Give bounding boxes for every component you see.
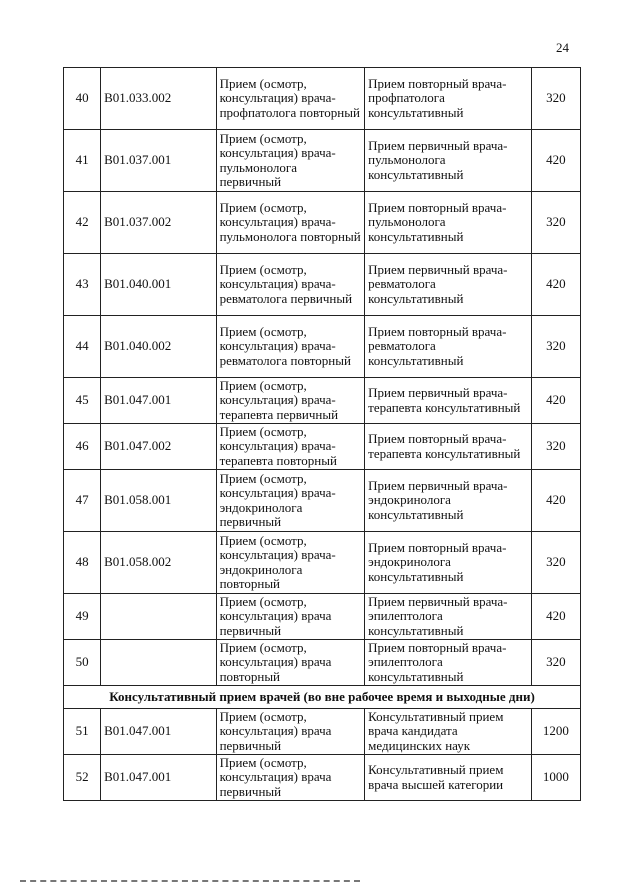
service-name: Прием (осмотр, консультация) врача-ревматолога первичный (216, 254, 365, 316)
service-description: Консультативный прием врача кандидата медицинских наук (365, 709, 532, 755)
row-number: 44 (64, 316, 101, 378)
table-row (64, 640, 581, 686)
service-price: 420 (531, 378, 580, 424)
service-description: Прием повторный врача-профпатолога консультативный (365, 68, 532, 130)
service-description: Прием повторный врача-пульмонолога консультативный (365, 192, 532, 254)
table-row (64, 532, 581, 594)
service-description: Прием повторный врача-ревматолога консультативный (365, 316, 532, 378)
service-price: 420 (531, 594, 580, 640)
service-price: 320 (531, 532, 580, 594)
table-row (64, 424, 581, 470)
row-number: 43 (64, 254, 101, 316)
service-name: Прием (осмотр, консультация) врача повторный (216, 640, 365, 686)
service-code: B01.047.001 (101, 378, 216, 424)
service-price: 320 (531, 316, 580, 378)
row-number: 50 (64, 640, 101, 686)
service-price: 1000 (531, 755, 580, 801)
service-description: Прием первичный врача-пульмонолога консультативный (365, 130, 532, 192)
price-table (63, 67, 581, 801)
row-number: 45 (64, 378, 101, 424)
service-code: B01.058.001 (101, 470, 216, 532)
service-code: B01.037.002 (101, 192, 216, 254)
service-description: Консультативный прием врача высшей категории (365, 755, 532, 801)
section-title: Консультативный прием врачей (во вне рабочее время и выходные дни) (64, 686, 581, 709)
service-code: B01.033.002 (101, 68, 216, 130)
service-price: 1200 (531, 709, 580, 755)
service-code (101, 594, 216, 640)
table-row (64, 470, 581, 532)
service-description: Прием повторный врача-эндокринолога консультативный (365, 532, 532, 594)
service-code: B01.040.001 (101, 254, 216, 316)
row-number: 47 (64, 470, 101, 532)
service-name: Прием (осмотр, консультация) врача-пульмонолога первичный (216, 130, 365, 192)
service-price: 420 (531, 254, 580, 316)
row-number: 40 (64, 68, 101, 130)
service-name: Прием (осмотр, консультация) врача-эндокринолога повторный (216, 532, 365, 594)
service-description: Прием первичный врача-эндокринолога консультативный (365, 470, 532, 532)
service-price: 320 (531, 192, 580, 254)
service-price: 320 (531, 68, 580, 130)
service-code: B01.047.001 (101, 709, 216, 755)
service-name: Прием (осмотр, консультация) врача первичный (216, 709, 365, 755)
service-price: 320 (531, 424, 580, 470)
row-number: 49 (64, 594, 101, 640)
service-code: B01.047.001 (101, 755, 216, 801)
service-name: Прием (осмотр, консультация) врача-профпатолога повторный (216, 68, 365, 130)
service-name: Прием (осмотр, консультация) врача-ревматолога повторный (216, 316, 365, 378)
service-code: B01.058.002 (101, 532, 216, 594)
service-name: Прием (осмотр, консультация) врача-пульмонолога повторный (216, 192, 365, 254)
service-code (101, 640, 216, 686)
service-price: 320 (531, 640, 580, 686)
service-description: Прием повторный врача-эпилептолога консультативный (365, 640, 532, 686)
service-name: Прием (осмотр, консультация) врача первичный (216, 755, 365, 801)
service-name: Прием (осмотр, консультация) врача-эндокринолога первичный (216, 470, 365, 532)
table-row (64, 594, 581, 640)
page-number: 24 (556, 40, 569, 55)
row-number: 52 (64, 755, 101, 801)
row-number: 46 (64, 424, 101, 470)
table-row (64, 316, 581, 378)
service-price: 420 (531, 130, 580, 192)
row-number: 41 (64, 130, 101, 192)
service-name: Прием (осмотр, консультация) врача первичный (216, 594, 365, 640)
row-number: 42 (64, 192, 101, 254)
table-row (64, 68, 581, 130)
row-number: 48 (64, 532, 101, 594)
table-row (64, 192, 581, 254)
service-name: Прием (осмотр, консультация) врача-терапевта первичный (216, 378, 365, 424)
table-row (64, 755, 581, 801)
row-number: 51 (64, 709, 101, 755)
service-code: B01.037.001 (101, 130, 216, 192)
service-description: Прием первичный врача-терапевта консультативный (365, 378, 532, 424)
bottom-scan-line (20, 880, 360, 882)
service-code: B01.047.002 (101, 424, 216, 470)
table-row (64, 709, 581, 755)
table-row (64, 130, 581, 192)
table-row (64, 254, 581, 316)
service-description: Прием повторный врача-терапевта консультативный (365, 424, 532, 470)
service-description: Прием первичный врача-эпилептолога консультативный (365, 594, 532, 640)
service-name: Прием (осмотр, консультация) врача-терапевта повторный (216, 424, 365, 470)
section-row (64, 686, 581, 709)
service-description: Прием первичный врача-ревматолога консультативный (365, 254, 532, 316)
table-row (64, 378, 581, 424)
service-price: 420 (531, 470, 580, 532)
price-table-body (64, 68, 581, 801)
service-code: B01.040.002 (101, 316, 216, 378)
